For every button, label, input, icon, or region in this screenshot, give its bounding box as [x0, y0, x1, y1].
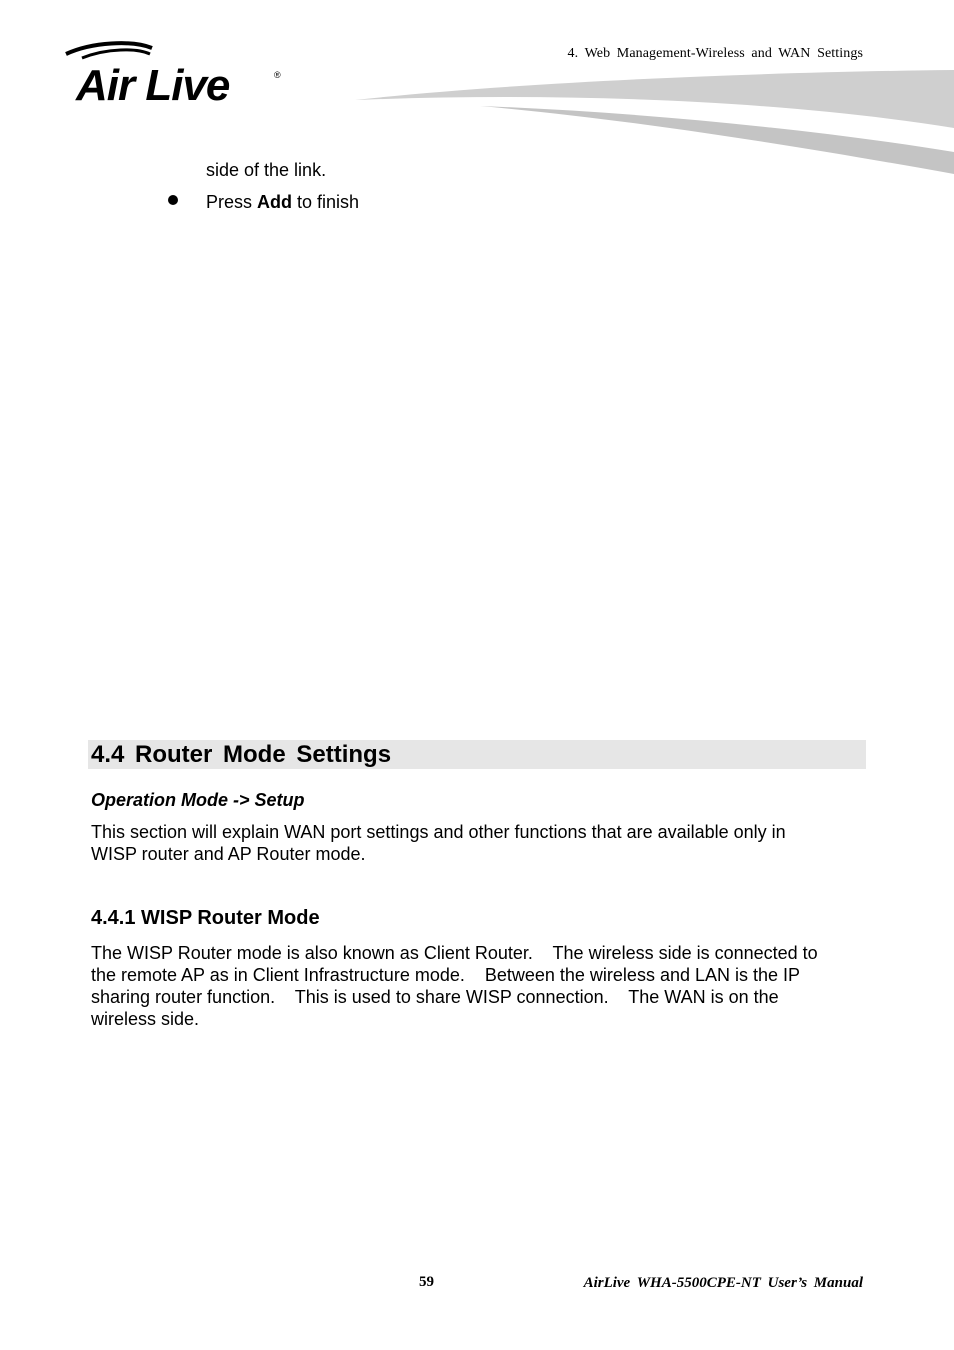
page-number: 59 [419, 1274, 434, 1290]
section-title: 4.4 Router Mode Settings [91, 741, 392, 768]
subsection-line-1: The WISP Router mode is also known as Client Router. The wireless side is connected to [91, 943, 818, 963]
bullet-bold-word: Add [257, 192, 293, 212]
bullet-prefix: Press [206, 192, 258, 212]
subsection-line-2: the remote AP as in Client Infrastructure mode. Between the wireless and LAN is the IP [91, 965, 801, 985]
bullet-icon [168, 195, 178, 205]
manual-title: AirLive WHA-5500CPE-NT User’s Manual [583, 1275, 863, 1291]
subsection-line-3: sharing router function. This is used to share WISP connection. The WAN is on the [91, 987, 779, 1007]
svg-text:®: ® [274, 70, 281, 80]
bullet-item [206, 191, 359, 213]
airlive-logo [62, 40, 292, 110]
airlive-logo-mark [62, 40, 292, 110]
bullet-suffix: to finish [292, 192, 360, 212]
operation-mode-path: Operation Mode -> Setup [91, 790, 305, 810]
section-intro-line-2: WISP router and AP Router mode. [91, 844, 366, 864]
section-heading-bar [88, 740, 866, 769]
section-intro-line-1: This section will explain WAN port settings and other functions that are available only in [91, 822, 786, 842]
subsection-title: 4.4.1 WISP Router Mode [91, 907, 320, 929]
chapter-header: 4. Web Management-Wireless and WAN Settings [567, 46, 863, 61]
continuation-line: side of the link. [206, 160, 327, 180]
subsection-line-4: wireless side. [91, 1009, 200, 1029]
svg-text:Air Live: Air Live [76, 61, 230, 110]
